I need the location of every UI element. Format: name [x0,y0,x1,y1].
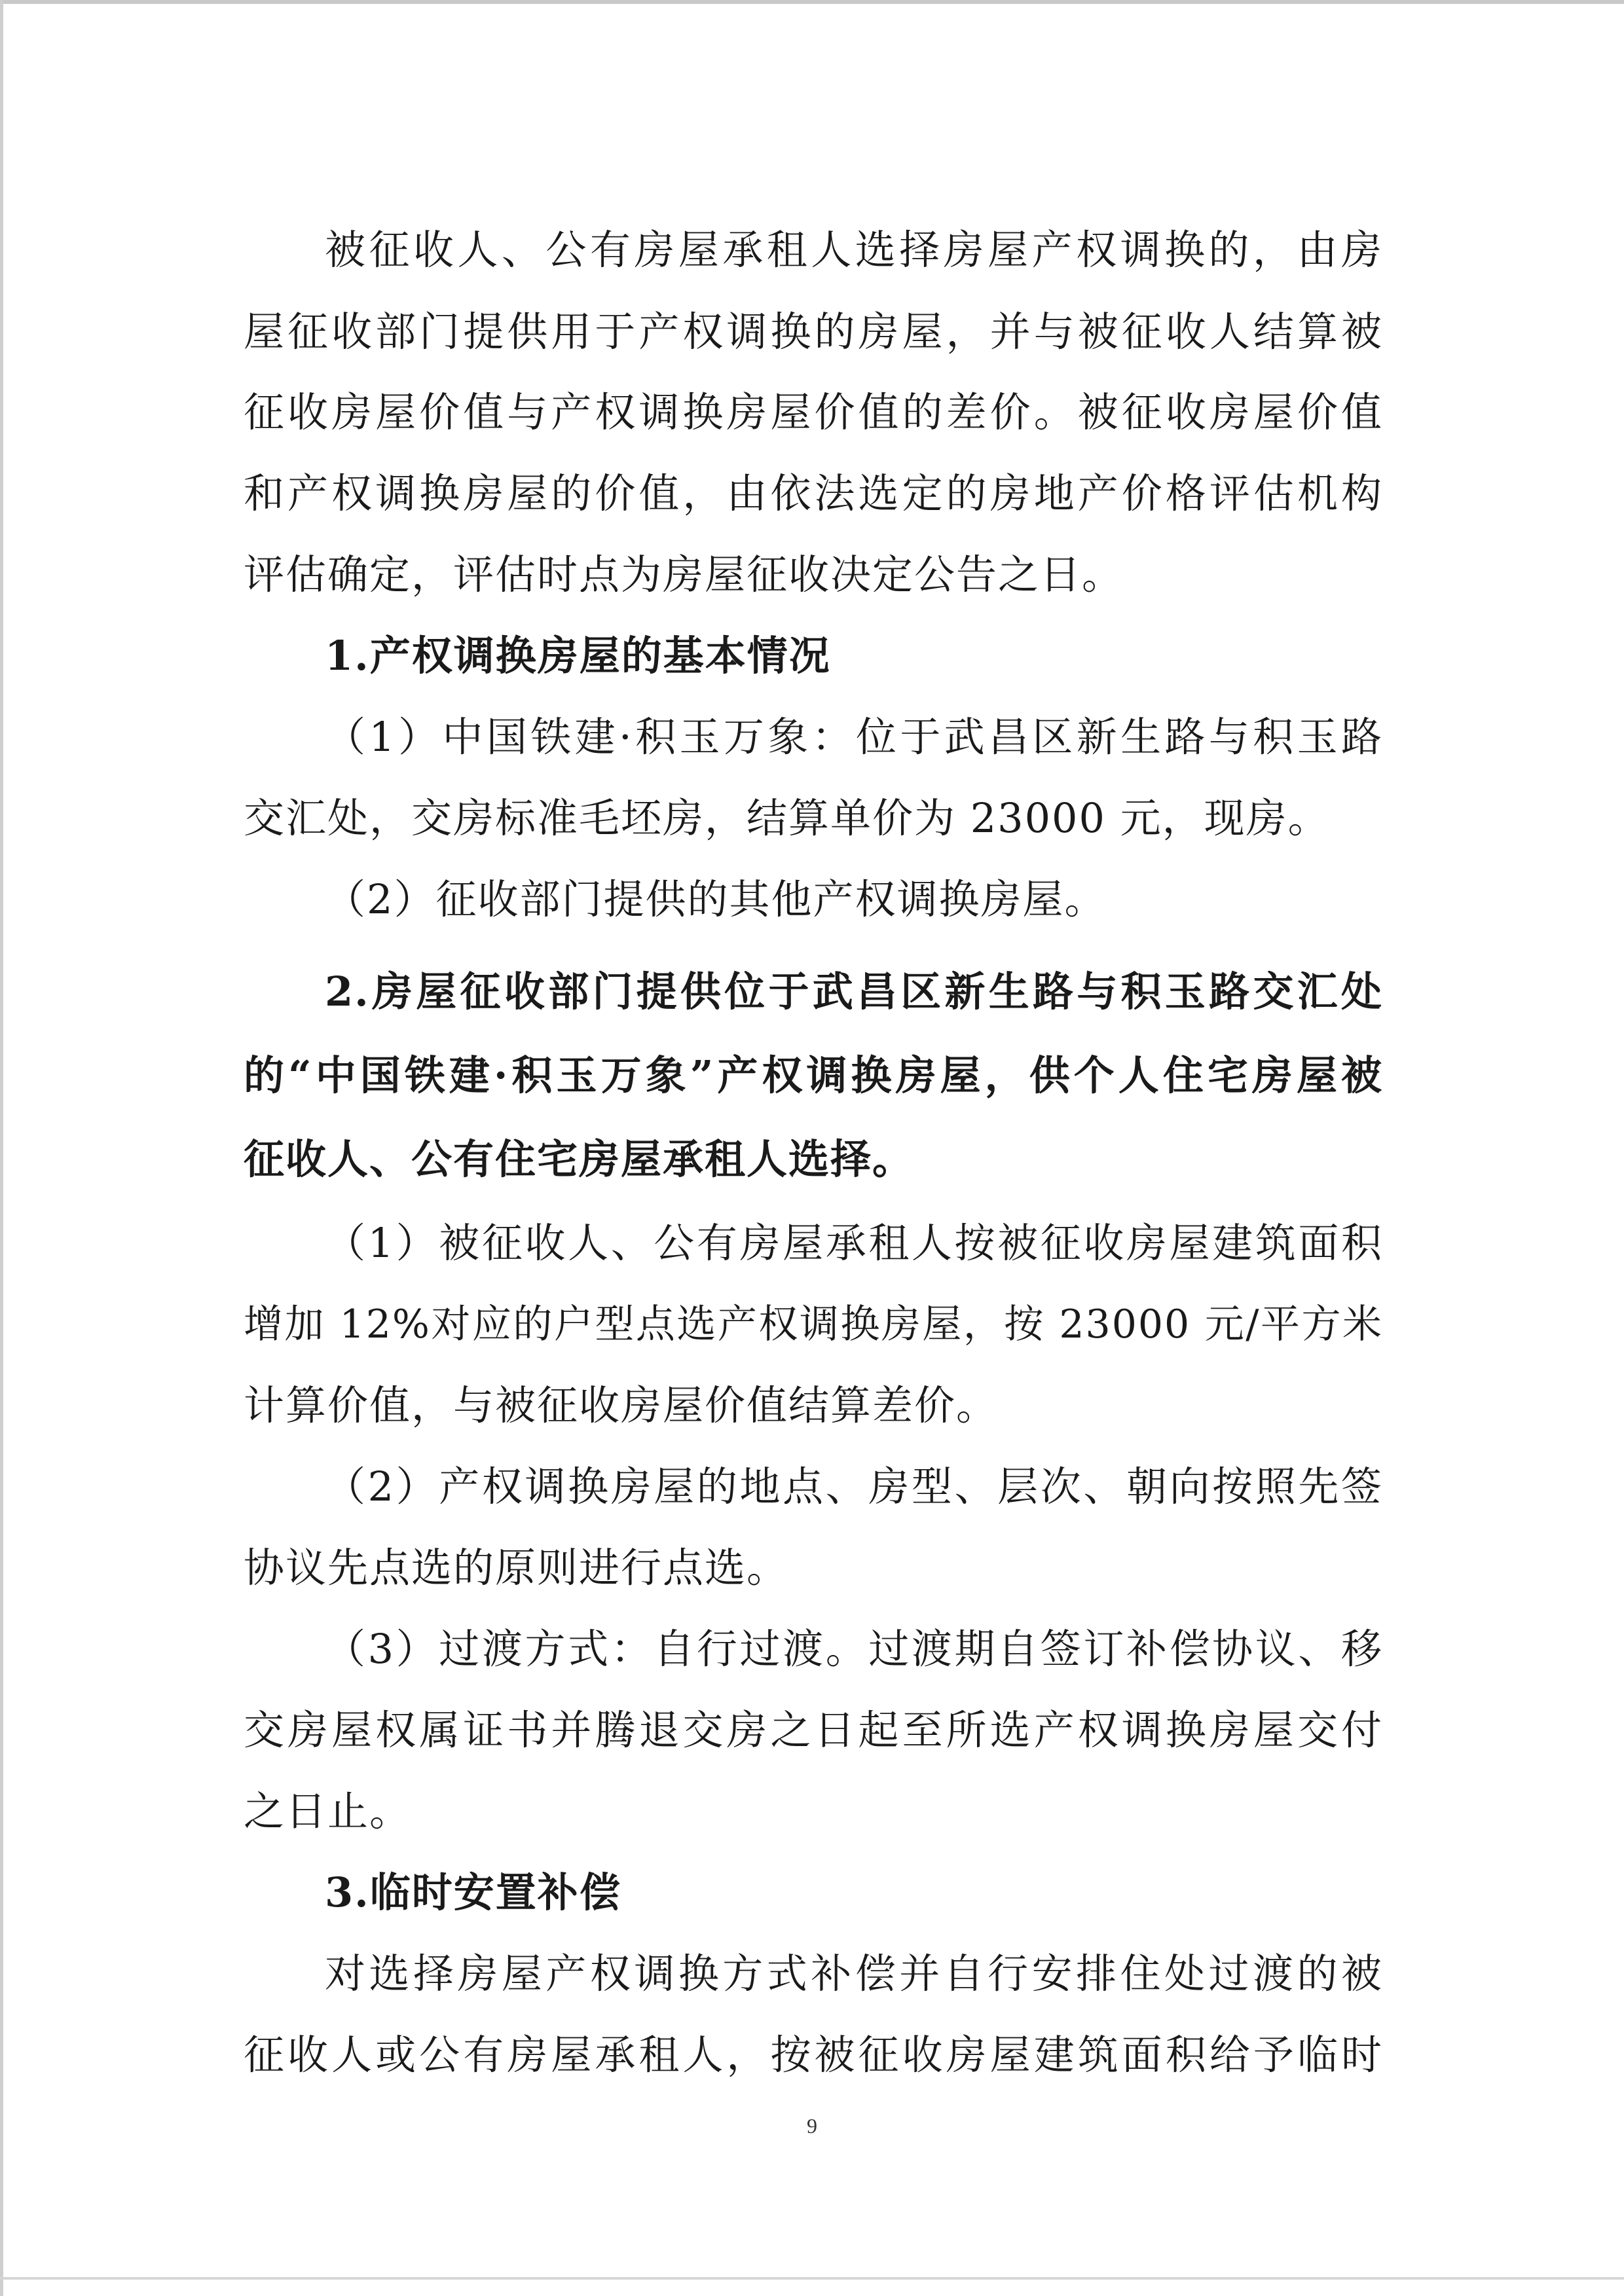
scan-edge-left [0,0,3,2296]
scan-edge-bottom [0,2277,1624,2280]
text-line: （1）中国铁建·积玉万象：位于武昌区新生路与积玉路 [325,713,1383,761]
text-line: 被征收人、公有房屋承租人选择房屋产权调换的，由房 [325,226,1383,274]
text-line: 和产权调换房屋的价值，由依法选定的房地产价格评估机构 [244,469,1383,517]
text-line: 征收人或公有房屋承租人，按被征收房屋建筑面积给予临时 [244,2031,1383,2079]
page-number: 9 [807,2114,817,2138]
text-line: （2）产权调换房屋的地点、房型、层次、朝向按照先签 [325,1463,1383,1510]
text-line: 评估确定，评估时点为房屋征收决定公告之日。 [244,551,1124,598]
text-line: 交房屋权属证书并腾退交房之日起至所选产权调换房屋交付 [244,1706,1383,1754]
text-line: 对选择房屋产权调换方式补偿并自行安排住处过渡的被 [325,1950,1383,1997]
text-line: （2）征收部门提供的其他产权调换房屋。 [325,875,1107,923]
section-heading: 征收人、公有住宅房屋承租人选择。 [244,1135,915,1183]
text-line: 交汇处，交房标准毛坯房，结算单价为 23000 元，现房。 [244,794,1330,842]
section-heading: 2.房屋征收部门提供位于武昌区新生路与积玉路交汇处 [325,968,1383,1015]
text-line: （1）被征收人、公有房屋承租人按被征收房屋建筑面积 [325,1219,1383,1267]
text-line: 征收房屋价值与产权调换房屋价值的差价。被征收房屋价值 [244,388,1383,436]
text-line: 协议先点选的原则进行点选。 [244,1544,789,1592]
section-heading: 的“中国铁建·积玉万象”产权调换房屋，供个人住宅房屋被 [244,1051,1383,1099]
text-line: 增加 12%对应的户型点选产权调换房屋，按 23000 元/平方米 [244,1302,1383,1347]
text-line: 计算价值，与被征收房屋价值结算差价。 [244,1381,999,1429]
text-line: 之日止。 [244,1787,412,1835]
text-line: 屋征收部门提供用于产权调换的房屋，并与被征收人结算被 [244,308,1383,355]
section-heading: 1.产权调换房屋的基本情况 [325,632,831,680]
text-line: （3）过渡方式：自行过渡。过渡期自签订补偿协议、移 [325,1625,1383,1673]
section-heading: 3.临时安置补偿 [325,1868,621,1916]
scan-edge-top [0,0,1624,4]
